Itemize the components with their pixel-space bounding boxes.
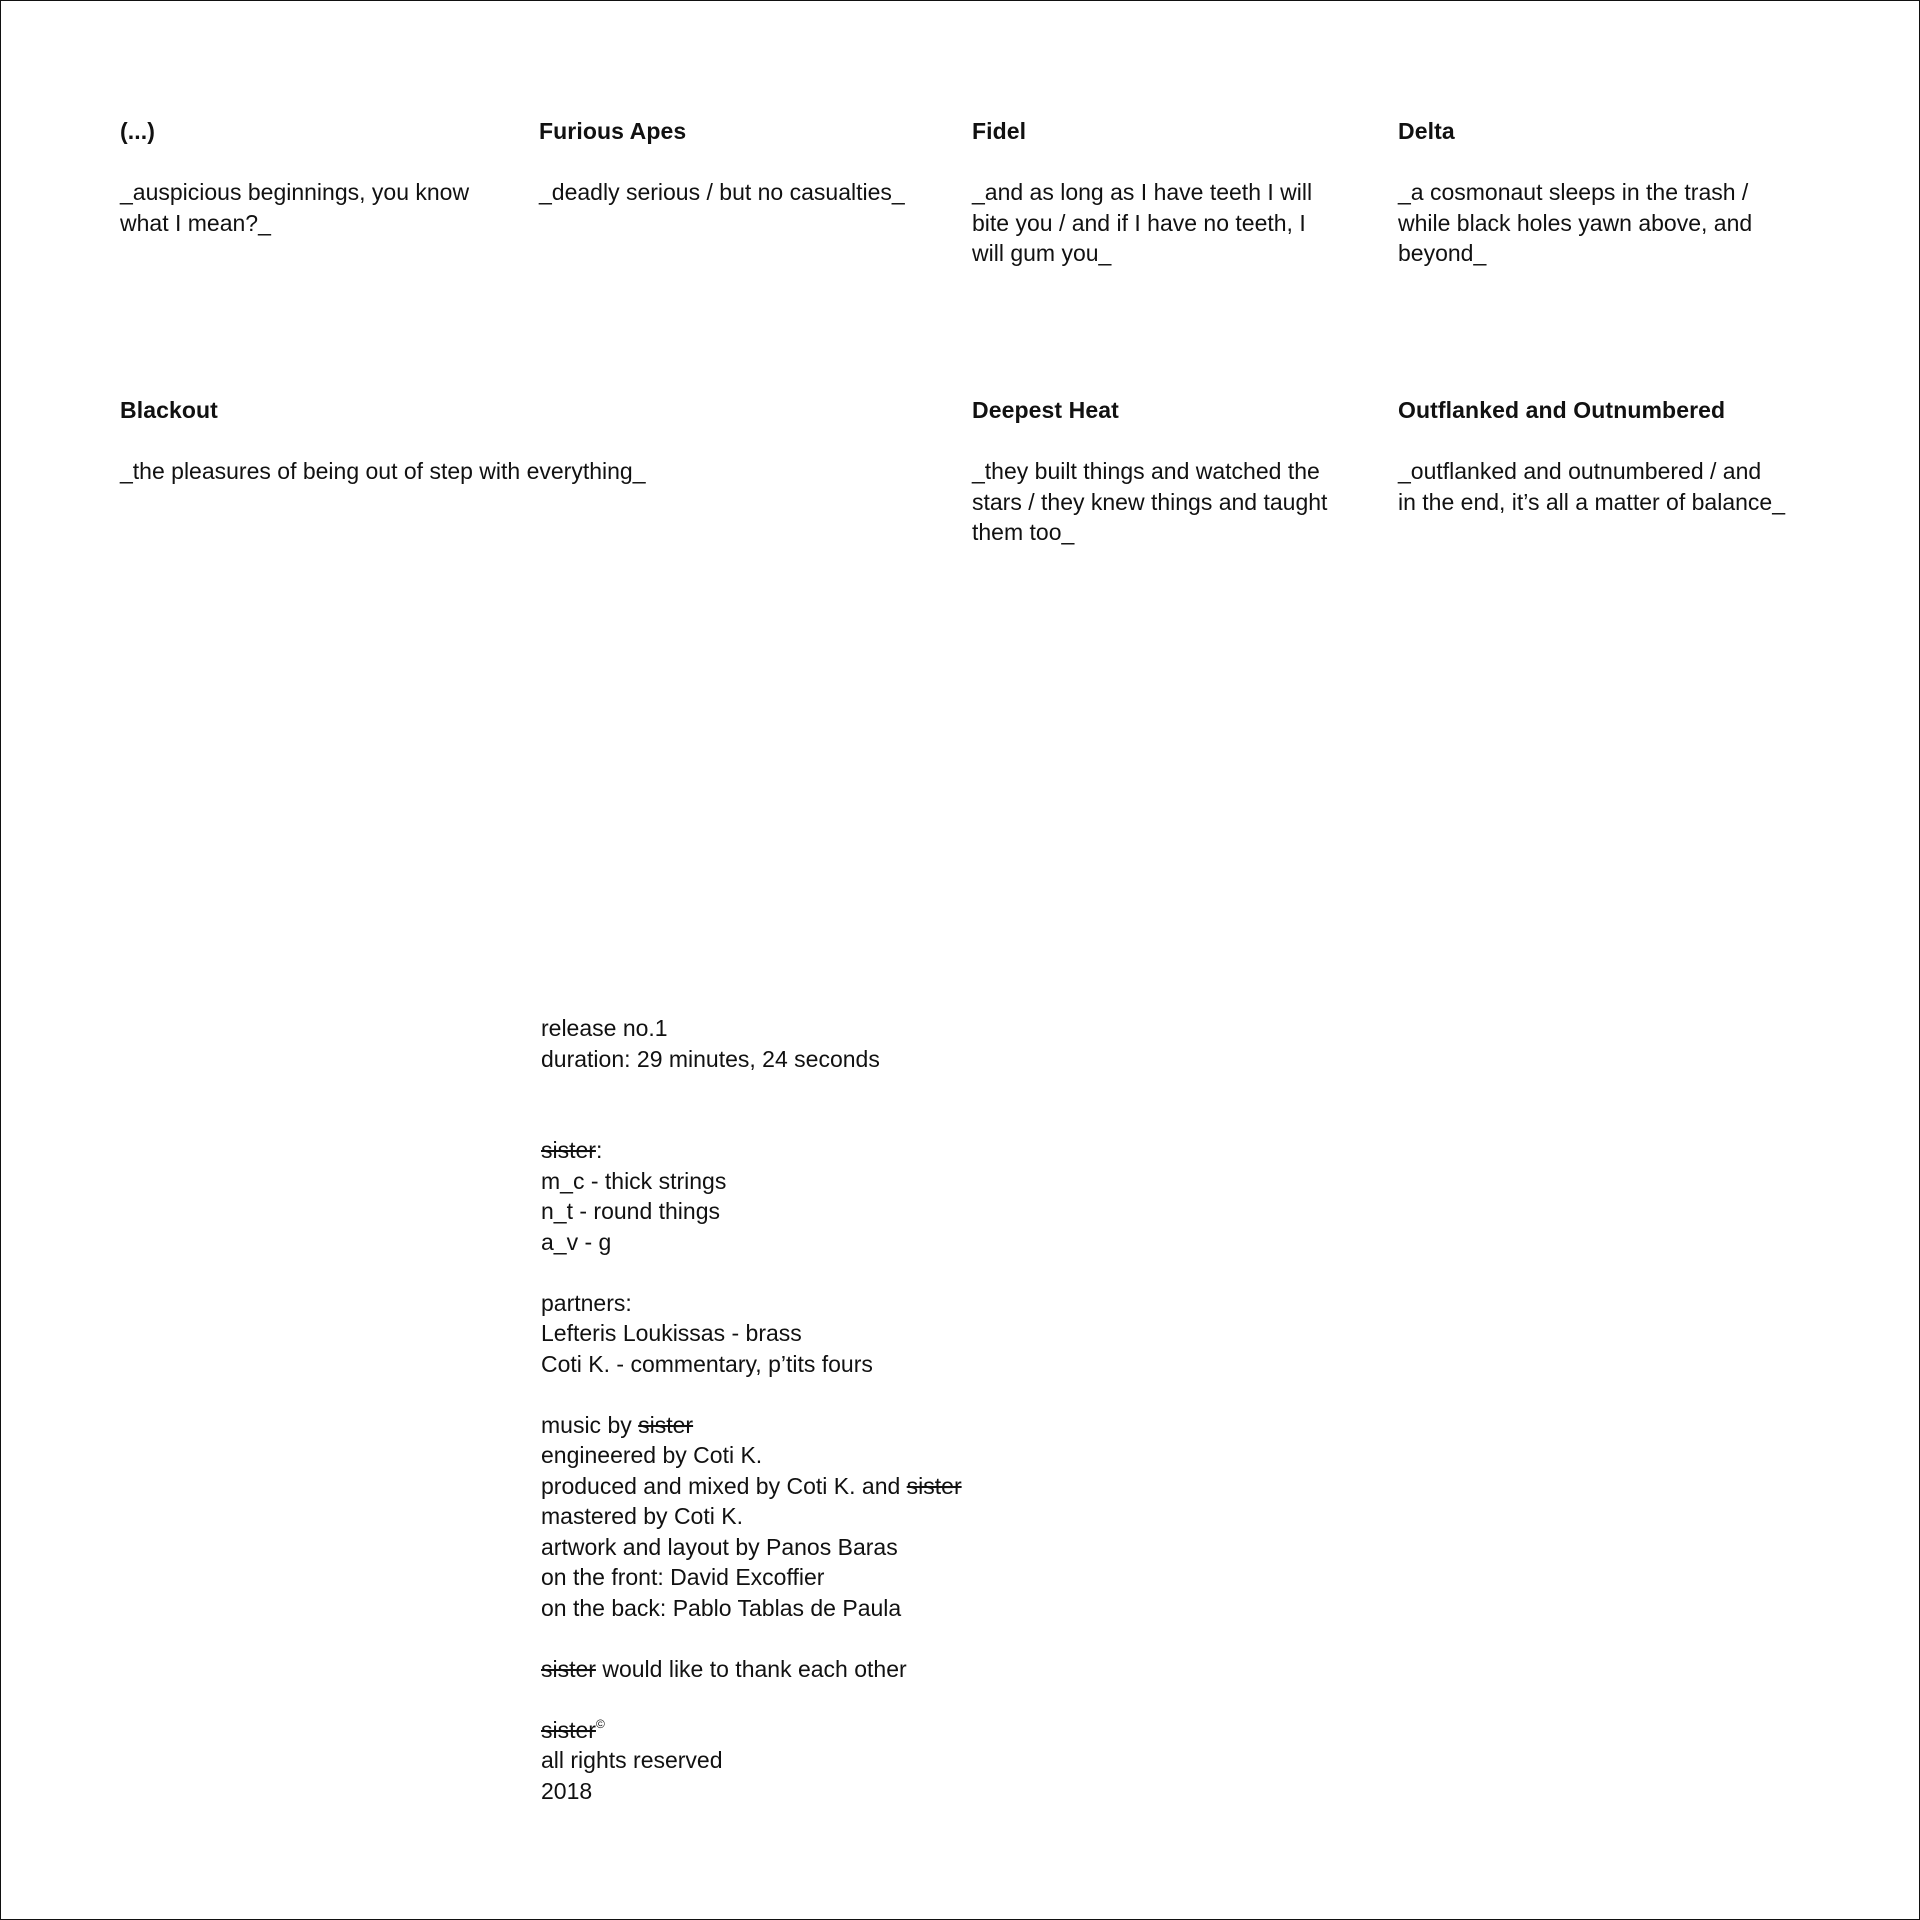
description-line: _a cosmonaut sleeps in the trash / [1398,179,1749,205]
band-name: sister [541,1655,596,1682]
description-line: _deadly serious / but no casualties_ [539,179,905,205]
produced-line [541,1471,1241,1502]
track-title: Fidel [972,118,1027,144]
description-line: _and as long as I have teeth I will [972,179,1313,205]
spacer [541,1379,1241,1410]
rights-line: all rights reserved [541,1747,723,1773]
description-line: in the end, it’s all a matter of balance_ [1398,488,1785,515]
band-colon: : [595,1137,603,1163]
produced-text: produced and mixed by Coti K. and [541,1472,907,1499]
description-line: stars / they knew things and taught [972,488,1328,515]
music-by-line [541,1410,1241,1441]
description-line: _auspicious beginnings, you know [120,179,470,205]
track-title: Deepest Heat [972,397,1119,423]
track-5 [120,395,940,487]
spacer [541,1684,1241,1715]
member-line: a_v - g [541,1228,612,1255]
track-1 [120,116,520,238]
track-description [120,177,520,238]
partner-line: Coti K. - commentary, p’tits fours [541,1350,873,1377]
band-name: sister [541,1137,596,1163]
music-by-text: music by [541,1411,639,1438]
member-line: m_c - thick strings [541,1167,727,1194]
description-line: bite you / and if I have no teeth, I [972,209,1306,236]
track-description [1398,456,1868,517]
track-title: Delta [1398,118,1455,144]
description-line: while black holes yawn above, and [1398,209,1753,236]
track-title: Outflanked and Outnumbered [1398,397,1726,423]
track-title: Furious Apes [539,118,687,144]
track-6 [972,395,1372,548]
partners-heading: partners: [541,1289,632,1316]
copyright-symbol: © [595,1716,605,1731]
track-description [539,177,959,208]
partner-line: Lefteris Loukissas - brass [541,1320,802,1346]
credits-block [541,1013,1241,1806]
thanks-line [541,1654,1241,1685]
track-title: Blackout [120,397,218,423]
member-line: n_t - round things [541,1198,721,1224]
description-line: them too_ [972,519,1075,545]
description-line: beyond_ [1398,240,1487,266]
description-line: will gum you_ [972,240,1112,266]
description-line: _outflanked and outnumbered / and [1398,458,1762,484]
track-7 [1398,395,1868,517]
description-line: what I mean?_ [120,209,271,236]
release-number: release no.1 [541,1015,668,1041]
track-description [972,456,1372,548]
back-line: on the back: Pablo Tablas de Paula [541,1594,902,1621]
track-description [1398,177,1818,269]
track-2 [539,116,959,208]
thanks-text: would like to thank each other [595,1655,907,1682]
year-line: 2018 [541,1777,593,1804]
track-4 [1398,116,1818,269]
engineered-line: engineered by Coti K. [541,1442,763,1468]
band-heading [541,1135,1241,1166]
description-line: _they built things and watched the [972,458,1320,484]
spacer [541,1623,1241,1654]
mastered-line: mastered by Coti K. [541,1503,743,1529]
track-title: (...) [120,118,155,144]
band-name: sister [906,1472,962,1499]
copyright-line [541,1715,1241,1746]
spacer [541,1257,1241,1288]
duration: duration: 29 minutes, 24 seconds [541,1045,880,1072]
track-3 [972,116,1372,269]
artwork-line: artwork and layout by Panos Baras [541,1533,898,1560]
band-name: sister [541,1716,596,1743]
track-description [972,177,1372,269]
description-line: _the pleasures of being out of step with everything_ [120,458,646,484]
band-name: sister [638,1411,694,1438]
spacer [541,1074,1241,1135]
track-description [120,456,940,487]
front-line: on the front: David Excoffier [541,1564,825,1590]
